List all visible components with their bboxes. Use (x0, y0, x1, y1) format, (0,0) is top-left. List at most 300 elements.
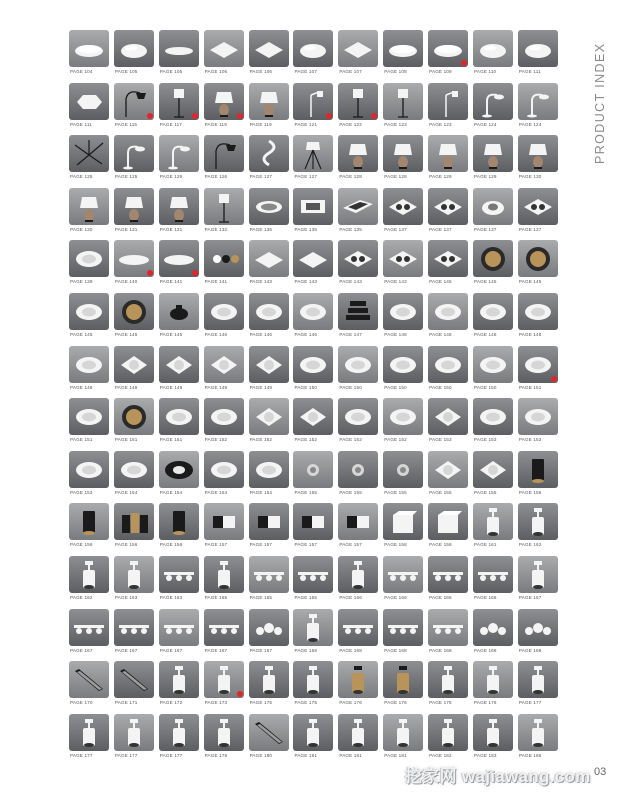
product-cell[interactable] (159, 714, 199, 766)
product-thumbnail (338, 83, 378, 120)
product-thumbnail (338, 30, 378, 67)
product-cell[interactable] (473, 135, 513, 187)
page-reference-label: PAGE 177 (159, 752, 183, 758)
spot-bar-icon (428, 556, 468, 593)
product-cell[interactable] (249, 188, 289, 240)
product-cell[interactable] (518, 30, 558, 82)
gold-track-spot-icon (338, 661, 378, 698)
product-cell[interactable] (518, 240, 558, 292)
product-thumbnail (383, 30, 423, 67)
product-cell[interactable] (114, 30, 154, 82)
table-lamp-icon (473, 135, 513, 172)
round-downlight-icon (383, 398, 423, 435)
page-reference-label: PAGE 127 (249, 174, 273, 180)
page-reference-label: PAGE 177 (70, 752, 93, 758)
product-cell[interactable] (383, 346, 423, 398)
page-reference-label: PAGE 148 (70, 384, 93, 390)
dome-ceiling-light-icon (473, 30, 513, 67)
product-thumbnail (473, 503, 513, 540)
page-reference-label: PAGE 124 (474, 121, 497, 127)
product-cell[interactable] (338, 30, 378, 82)
page-reference-label: PAGE 181 (339, 752, 362, 758)
product-thumbnail (383, 135, 423, 172)
product-cell[interactable] (159, 188, 199, 240)
page-reference-label: PAGE 166 (429, 594, 452, 600)
product-cell[interactable] (518, 609, 558, 661)
product-cell[interactable] (114, 293, 154, 345)
page-reference-label: PAGE 125 (70, 174, 93, 180)
dome-ceiling-light-icon (293, 30, 333, 67)
product-cell[interactable] (473, 609, 513, 661)
product-cell[interactable] (204, 556, 244, 608)
product-cell[interactable] (383, 30, 423, 82)
round-downlight-icon (249, 293, 289, 330)
product-cell[interactable] (338, 398, 378, 450)
product-cell[interactable] (338, 503, 378, 555)
product-thumbnail (249, 556, 289, 593)
product-thumbnail (518, 503, 558, 540)
product-thumbnail (338, 135, 378, 172)
product-thumbnail (473, 83, 513, 120)
product-cell[interactable] (204, 188, 244, 240)
product-cell[interactable] (293, 714, 333, 766)
page-reference-label: PAGE 129 (429, 174, 452, 180)
product-cell[interactable] (383, 135, 423, 187)
product-cell[interactable] (473, 30, 513, 82)
product-cell[interactable] (428, 346, 468, 398)
product-cell[interactable] (204, 240, 244, 292)
page-reference-label: PAGE 180 (249, 752, 273, 758)
round-downlight-icon (204, 451, 244, 488)
product-cell[interactable] (473, 293, 513, 345)
floor-lamp-icon (204, 188, 244, 225)
table-lamp-icon (249, 83, 289, 120)
product-thumbnail (338, 293, 378, 330)
square-recessed-light-icon (473, 451, 513, 488)
product-thumbnail (383, 661, 423, 698)
table-lamp-icon (518, 135, 558, 172)
page-reference-label: PAGE 167 (70, 647, 93, 653)
product-cell[interactable] (69, 188, 109, 240)
page-reference-label: PAGE 108 (384, 69, 407, 74)
page-reference-label: PAGE 137 (474, 226, 497, 232)
product-cell[interactable] (428, 714, 468, 766)
product-cell[interactable] (338, 293, 378, 345)
product-cell[interactable] (518, 135, 558, 187)
product-cell[interactable] (473, 714, 513, 766)
page-reference-label: PAGE 173 (204, 700, 228, 706)
product-cell[interactable] (159, 556, 199, 608)
square-grille-light-icon (383, 188, 423, 225)
product-cell[interactable] (249, 240, 289, 292)
product-thumbnail (473, 30, 513, 67)
product-thumbnail (114, 503, 154, 540)
page-reference-label: PAGE 137 (429, 226, 452, 232)
page-reference-label: PAGE 157 (339, 542, 362, 548)
product-thumbnail (159, 135, 199, 172)
table-lamp-icon (114, 188, 154, 225)
product-cell[interactable] (249, 714, 289, 766)
product-cell[interactable] (204, 135, 244, 187)
product-cell[interactable] (293, 188, 333, 240)
product-cell[interactable] (338, 451, 378, 503)
gold-downlight-icon (518, 240, 558, 277)
page-reference-label: PAGE 156 (114, 542, 138, 548)
page-reference-label: PAGE 147 (339, 331, 362, 337)
product-cell[interactable] (114, 556, 154, 608)
product-cell[interactable] (159, 503, 199, 555)
product-cell[interactable] (293, 135, 333, 187)
product-cell[interactable] (518, 83, 558, 135)
page-reference-label: PAGE 185 (518, 752, 542, 758)
product-cell[interactable] (338, 609, 378, 661)
spot-bar-icon (428, 609, 468, 646)
product-cell[interactable] (114, 188, 154, 240)
product-thumbnail (383, 83, 423, 120)
product-thumbnail (204, 30, 244, 67)
round-downlight-icon (518, 398, 558, 435)
product-cell[interactable] (249, 661, 289, 713)
product-cell[interactable] (204, 451, 244, 503)
product-cell[interactable] (69, 451, 109, 503)
product-cell[interactable] (204, 661, 244, 713)
product-cell[interactable] (518, 661, 558, 713)
product-cell[interactable] (159, 398, 199, 450)
product-cell[interactable] (114, 609, 154, 661)
page-reference-label: PAGE 162 (70, 594, 93, 600)
product-thumbnail (473, 661, 513, 698)
product-cell[interactable] (338, 188, 378, 240)
product-cell[interactable] (69, 609, 109, 661)
product-thumbnail (69, 293, 109, 330)
page-reference-label: PAGE 176 (429, 700, 452, 706)
page-reference-label: PAGE 167 (518, 594, 542, 600)
page-reference-label: PAGE 165 (204, 594, 228, 600)
product-thumbnail (338, 398, 378, 435)
product-cell[interactable] (473, 398, 513, 450)
product-cell[interactable] (383, 661, 423, 713)
product-thumbnail (69, 398, 109, 435)
product-cell[interactable] (428, 398, 468, 450)
product-cell[interactable] (428, 240, 468, 292)
sculpture-lamp-icon (249, 135, 289, 172)
product-cell[interactable] (383, 188, 423, 240)
product-cell[interactable] (159, 30, 199, 82)
product-thumbnail (518, 135, 558, 172)
page-reference-label: PAGE 167 (249, 647, 273, 653)
page-reference-label: PAGE 158 (384, 542, 407, 548)
product-thumbnail (293, 30, 333, 67)
page-reference-label: PAGE 141 (159, 279, 183, 285)
product-cell[interactable] (114, 661, 154, 713)
track-spot-icon (249, 661, 289, 698)
page-reference-label: PAGE 154 (159, 489, 183, 495)
square-panel-light-icon (249, 30, 289, 67)
product-cell[interactable] (249, 83, 289, 135)
page-reference-label: PAGE 155 (294, 489, 318, 495)
product-cell[interactable] (293, 661, 333, 713)
square-panel-light-icon (338, 30, 378, 67)
product-cell[interactable] (428, 30, 468, 82)
product-cell[interactable] (518, 398, 558, 450)
page-reference-label: PAGE 155 (384, 489, 407, 495)
surface-box-icon (428, 503, 468, 540)
product-cell[interactable] (293, 30, 333, 82)
product-thumbnail (473, 293, 513, 330)
product-cell[interactable] (114, 451, 154, 503)
product-cell[interactable] (204, 346, 244, 398)
product-cell[interactable] (159, 293, 199, 345)
desk-lamp-icon (473, 83, 513, 120)
product-cell[interactable] (428, 556, 468, 608)
black-downlight-icon (159, 451, 199, 488)
product-cell[interactable] (159, 135, 199, 187)
product-cell[interactable] (204, 30, 244, 82)
product-thumbnail (473, 135, 513, 172)
product-cell[interactable] (428, 451, 468, 503)
product-cell[interactable] (293, 346, 333, 398)
product-cell[interactable] (69, 135, 109, 187)
product-thumbnail (338, 609, 378, 646)
product-cell[interactable] (204, 714, 244, 766)
product-cell[interactable] (249, 293, 289, 345)
new-marker-dot (192, 113, 198, 119)
product-cell[interactable] (114, 135, 154, 187)
product-cell[interactable] (249, 556, 289, 608)
product-cell[interactable] (428, 83, 468, 135)
product-cell[interactable] (249, 503, 289, 555)
product-cell[interactable] (473, 661, 513, 713)
product-cell[interactable] (428, 609, 468, 661)
product-cell[interactable] (473, 83, 513, 135)
product-cell[interactable] (114, 240, 154, 292)
product-cell[interactable] (383, 83, 423, 135)
page-reference-label: PAGE 123 (429, 121, 452, 127)
product-cell[interactable] (69, 661, 109, 713)
product-cell[interactable] (293, 240, 333, 292)
product-cell[interactable] (473, 346, 513, 398)
product-cell[interactable] (204, 293, 244, 345)
product-thumbnail (428, 30, 468, 67)
product-cell[interactable] (293, 556, 333, 608)
product-cell[interactable] (518, 451, 558, 503)
round-recessed-light-icon (249, 188, 289, 225)
product-thumbnail (69, 240, 109, 277)
track-spot-icon (518, 714, 558, 751)
product-thumbnail (69, 83, 109, 120)
page-reference-label: PAGE 155 (339, 489, 362, 495)
product-thumbnail (159, 556, 199, 593)
product-cell[interactable] (428, 661, 468, 713)
square-recessed-light-icon (428, 398, 468, 435)
trimless-downlight-icon (293, 188, 333, 225)
product-cell[interactable] (114, 503, 154, 555)
page-reference-label: PAGE 148 (474, 331, 497, 337)
desk-lamp-icon (159, 135, 199, 172)
product-thumbnail (69, 714, 109, 751)
product-thumbnail (518, 240, 558, 277)
page-reference-label: PAGE 149 (159, 384, 183, 390)
product-cell[interactable] (293, 503, 333, 555)
product-cell[interactable] (159, 451, 199, 503)
desk-lamp-icon (114, 135, 154, 172)
page-reference-label: PAGE 119 (249, 121, 272, 127)
page-reference-label: PAGE 122 (339, 121, 362, 127)
track-spot-icon (518, 556, 558, 593)
product-cell[interactable] (293, 609, 333, 661)
product-cell[interactable] (338, 661, 378, 713)
product-cell[interactable] (428, 503, 468, 555)
product-cell[interactable] (473, 188, 513, 240)
product-cell[interactable] (159, 609, 199, 661)
product-cell[interactable] (518, 556, 558, 608)
product-cell[interactable] (518, 346, 558, 398)
product-cell[interactable] (518, 503, 558, 555)
product-cell[interactable] (383, 398, 423, 450)
product-cell[interactable] (338, 83, 378, 135)
round-downlight-icon (69, 293, 109, 330)
product-cell[interactable] (69, 503, 109, 555)
page-reference-label: PAGE 145 (429, 279, 452, 285)
product-cell[interactable] (204, 609, 244, 661)
product-cell[interactable] (383, 503, 423, 555)
page-reference-label: PAGE 157 (204, 542, 228, 548)
product-cell[interactable] (69, 556, 109, 608)
page-reference-label: PAGE 176 (339, 700, 362, 706)
product-cell[interactable] (383, 714, 423, 766)
product-thumbnail (428, 135, 468, 172)
product-cell[interactable] (249, 346, 289, 398)
product-cell[interactable] (114, 346, 154, 398)
round-downlight-icon (114, 451, 154, 488)
product-cell[interactable] (159, 346, 199, 398)
product-cell[interactable] (249, 135, 289, 187)
product-cell[interactable] (428, 293, 468, 345)
product-thumbnail (518, 188, 558, 225)
product-cell[interactable] (383, 240, 423, 292)
page-reference-label: PAGE 111 (518, 69, 541, 74)
product-cell[interactable] (473, 556, 513, 608)
product-cell[interactable] (338, 714, 378, 766)
product-thumbnail (473, 398, 513, 435)
product-thumbnail (473, 609, 513, 646)
product-cell[interactable] (114, 398, 154, 450)
product-cell[interactable] (249, 609, 289, 661)
track-spot-icon (159, 661, 199, 698)
desk-lamp-icon (518, 83, 558, 120)
surface-cylinder-group-icon (114, 503, 154, 540)
product-cell[interactable] (383, 609, 423, 661)
page-reference-label: PAGE 146 (204, 331, 228, 337)
product-cell[interactable] (518, 188, 558, 240)
page-reference-label: PAGE 154 (114, 489, 138, 495)
product-thumbnail (338, 714, 378, 751)
page-reference-label: PAGE 143 (294, 279, 318, 285)
product-cell[interactable] (159, 83, 199, 135)
product-cell[interactable] (338, 556, 378, 608)
spot-bar-icon (383, 556, 423, 593)
product-cell[interactable] (383, 293, 423, 345)
product-cell[interactable] (69, 240, 109, 292)
product-thumbnail (159, 451, 199, 488)
product-cell[interactable] (383, 451, 423, 503)
product-cell[interactable] (473, 451, 513, 503)
page-reference-label: PAGE 135 (249, 226, 273, 232)
product-thumbnail (159, 188, 199, 225)
product-cell[interactable] (428, 135, 468, 187)
round-ceiling-light-icon (69, 30, 109, 67)
product-thumbnail (383, 451, 423, 488)
product-thumbnail (383, 188, 423, 225)
product-cell[interactable] (204, 83, 244, 135)
product-cell[interactable] (69, 83, 109, 135)
product-cell[interactable] (428, 188, 468, 240)
page-reference-label: PAGE 167 (159, 647, 183, 653)
product-thumbnail (69, 556, 109, 593)
product-thumbnail (518, 609, 558, 646)
page-reference-label: PAGE 181 (294, 752, 318, 758)
square-recessed-light-icon (249, 346, 289, 383)
round-downlight-icon (473, 293, 513, 330)
page-reference-label: PAGE 177 (114, 752, 138, 758)
track-spot-icon (473, 714, 513, 751)
floor-lamp-icon (383, 83, 423, 120)
product-cell[interactable] (69, 346, 109, 398)
product-cell[interactable] (69, 714, 109, 766)
product-cell[interactable] (69, 30, 109, 82)
product-thumbnail (69, 609, 109, 646)
round-downlight-icon (69, 346, 109, 383)
product-cell[interactable] (293, 293, 333, 345)
product-thumbnail (473, 346, 513, 383)
product-thumbnail (114, 714, 154, 751)
product-cell[interactable] (204, 398, 244, 450)
product-cell[interactable] (204, 503, 244, 555)
product-thumbnail (159, 293, 199, 330)
product-cell[interactable] (338, 240, 378, 292)
product-cell[interactable] (114, 83, 154, 135)
product-cell[interactable] (69, 293, 109, 345)
page-reference-label: PAGE 183 (474, 752, 497, 758)
product-cell[interactable] (383, 556, 423, 608)
spot-bar-icon (204, 609, 244, 646)
product-thumbnail (114, 240, 154, 277)
product-cell[interactable] (249, 30, 289, 82)
page-reference-label: PAGE 132 (204, 226, 228, 232)
product-cell[interactable] (338, 135, 378, 187)
product-cell[interactable] (159, 240, 199, 292)
product-thumbnail (428, 556, 468, 593)
product-cell[interactable] (518, 293, 558, 345)
product-thumbnail (338, 188, 378, 225)
product-cell[interactable] (249, 451, 289, 503)
product-cell[interactable] (249, 398, 289, 450)
product-cell[interactable] (473, 240, 513, 292)
product-cell[interactable] (338, 346, 378, 398)
product-thumbnail (159, 30, 199, 67)
product-cell[interactable] (293, 83, 333, 135)
product-cell[interactable] (473, 503, 513, 555)
square-recessed-light-icon (293, 398, 333, 435)
product-cell[interactable] (114, 714, 154, 766)
product-cell[interactable] (69, 398, 109, 450)
product-cell[interactable] (293, 398, 333, 450)
page-reference-label: PAGE 130 (518, 174, 542, 180)
product-cell[interactable] (293, 451, 333, 503)
product-cell[interactable] (159, 661, 199, 713)
page-reference-label: PAGE 168 (294, 647, 318, 653)
product-cell[interactable] (518, 714, 558, 766)
